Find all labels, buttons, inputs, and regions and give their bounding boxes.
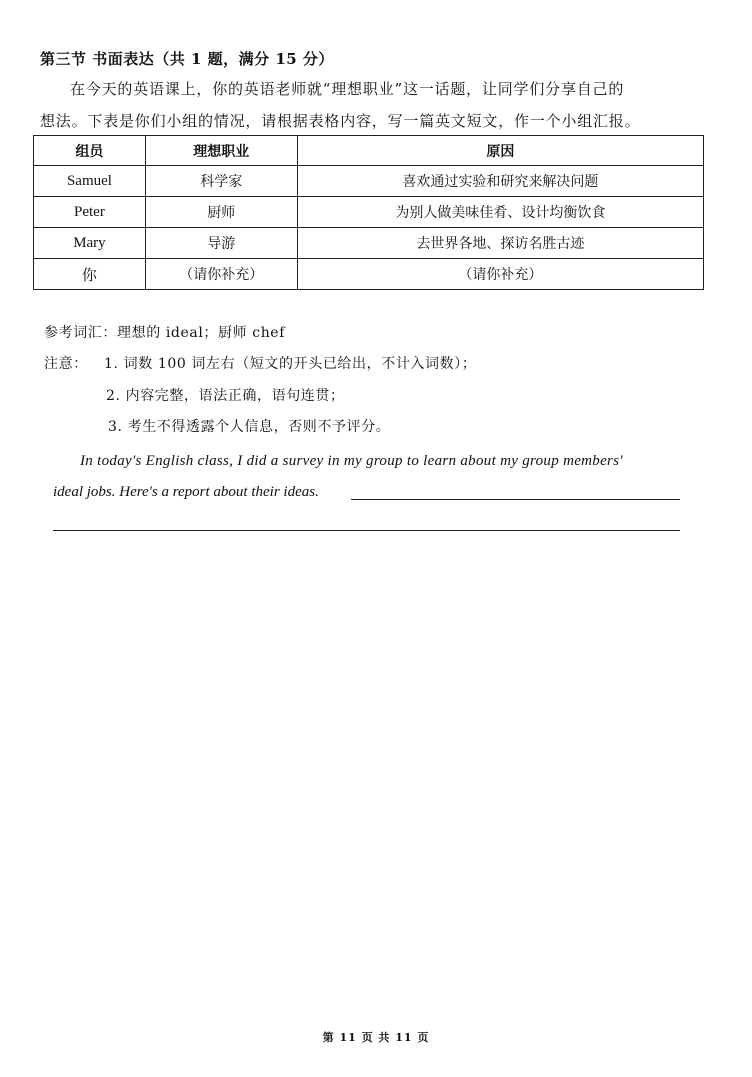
table-row xyxy=(34,197,704,228)
table-header-row xyxy=(34,136,704,166)
section-title: 第三节 书面表达（共 1 题，满分 15 分） xyxy=(40,50,334,68)
header-ideal-job: 理想职业 xyxy=(145,136,297,166)
essay-intro-line-1: In today's English class, I did a survey in my group to learn about my group members' xyxy=(80,453,623,469)
header-reason: 原因 xyxy=(297,136,703,166)
notes-label: 注意： xyxy=(44,356,88,372)
table-row xyxy=(34,259,704,290)
answer-line[interactable] xyxy=(53,530,680,531)
table-row xyxy=(34,228,704,259)
member-cell: Peter xyxy=(34,197,146,228)
answer-line[interactable] xyxy=(351,499,680,500)
note-item: 2. 内容完整，语法正确，语句连贯； xyxy=(106,388,345,404)
reason-cell: 去世界各地、探访名胜古迹 xyxy=(297,228,703,259)
reason-cell: 喜欢通过实验和研究来解决问题 xyxy=(297,166,703,197)
header-member: 组员 xyxy=(34,136,146,166)
prompt-line-1: 在今天的英语课上，你的英语老师就“理想职业”这一话题，让同学们分享自己的 xyxy=(70,80,625,98)
note-item: 1. 词数 100 词左右（短文的开头已给出，不计入词数）； xyxy=(104,356,477,372)
essay-intro-line-2: ideal jobs. Here's a report about their ideas. xyxy=(53,484,319,500)
member-cell: 你 xyxy=(34,259,146,290)
job-cell: 厨师 xyxy=(145,197,297,228)
table-row xyxy=(34,166,704,197)
reason-cell: （请你补充） xyxy=(297,259,703,290)
prompt-line-2: 想法。下表是你们小组的情况，请根据表格内容，写一篇英文短文，作一个小组汇报。 xyxy=(40,112,641,130)
job-cell: （请你补充） xyxy=(145,259,297,290)
job-cell: 科学家 xyxy=(145,166,297,197)
reason-cell: 为别人做美味佳肴、设计均衡饮食 xyxy=(297,197,703,228)
group-info-table xyxy=(33,135,704,290)
page-number: 第 11 页 共 11 页 xyxy=(322,1031,430,1044)
vocabulary-hint: 参考词汇：理想的 ideal；厨师 chef xyxy=(44,325,285,341)
job-cell: 导游 xyxy=(145,228,297,259)
note-item: 3. 考生不得透露个人信息，否则不予评分。 xyxy=(108,419,391,435)
member-cell: Mary xyxy=(34,228,146,259)
member-cell: Samuel xyxy=(34,166,146,197)
